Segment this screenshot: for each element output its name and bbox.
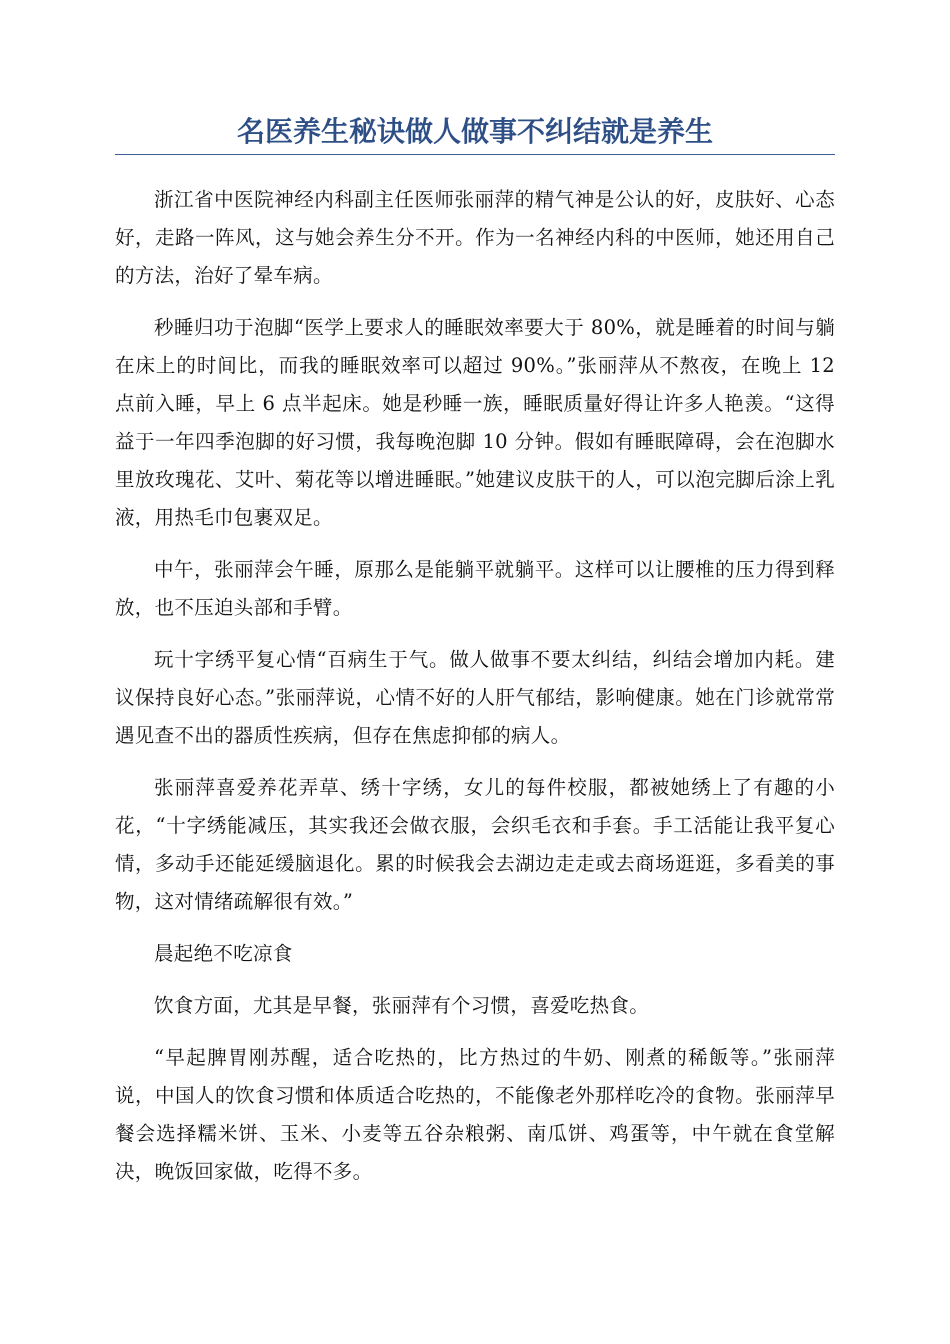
title-underline bbox=[115, 154, 835, 155]
paragraph-sleep-footbath: 秒睡归功于泡脚“医学上要求人的睡眠效率要大于 80%，就是睡着的时间与躺在床上的时间比，而我的睡眠效率可以超过 90%。”张丽萍从不熬夜，在晚上 12 点前入睡，早上 6 点半起床。她是秒睡一族，睡眠质量好得让许多人艳羡。“这得益于一年四季泡脚的好习惯，我每晚泡脚 10 分钟。假如有睡眠障碍，会在泡脚水里放玫瑰花、艾叶、菊花等以增进睡眠。”她建议皮肤干的人，可以泡完脚后涂上乳液，用热毛巾包裹双足。 bbox=[115, 316, 835, 529]
paragraph-intro: 浙江省中医院神经内科副主任医师张丽萍的精气神是公认的好，皮肤好、心态好，走路一阵风，这与她会养生分不开。作为一名神经内科的中医师，她还用自己的方法，治好了晕车病。 bbox=[115, 188, 835, 287]
document-page bbox=[115, 112, 835, 1205]
paragraph-breakfast: “早起脾胃刚苏醒，适合吃热的，比方热过的牛奶、刚煮的稀飯等。”张丽萍说，中国人的饮食习惯和体质适合吃热的，不能像老外那样吃冷的食物。张丽萍早餐会选择糯米饼、玉米、小麦等五谷杂粮粥、南瓜饼、鸡蛋等，中午就在食堂解决，晚饭回家做，吃得不多。 bbox=[115, 1046, 835, 1183]
paragraph-nap: 中午，张丽萍会午睡，原那么是能躺平就躺平。这样可以让腰椎的压力得到释放，也不压迫头部和手臂。 bbox=[115, 558, 835, 619]
document-title: 名医养生秘诀做人做事不纠结就是养生 bbox=[236, 115, 713, 148]
paragraph-cross-stitch: 玩十字绣平复心情“百病生于气。做人做事不要太纠结，纠结会增加内耗。建议保持良好心态。”张丽萍说，心情不好的人肝气郁结，影响健康。她在门诊就常常遇见查不出的器质性疾病，但存在焦虑抑郁的病人。 bbox=[115, 648, 835, 747]
section-heading-no-cold-food: 晨起绝不吃凉食 bbox=[154, 942, 293, 965]
paragraph-diet: 饮食方面，尤其是早餐，张丽萍有个习惯，喜爱吃热食。 bbox=[154, 994, 650, 1017]
paragraph-hobbies: 张丽萍喜爱养花弄草、绣十字绣，女儿的每件校服，都被她绣上了有趣的小花，“十字绣能减压，其实我还会做衣服，会织毛衣和手套。手工活能让我平复心情，多动手还能延缓脑退化。累的时候我会去湖边走走或去商场逛逛，多看美的事物，这对情绪疏解很有效。” bbox=[115, 776, 835, 913]
